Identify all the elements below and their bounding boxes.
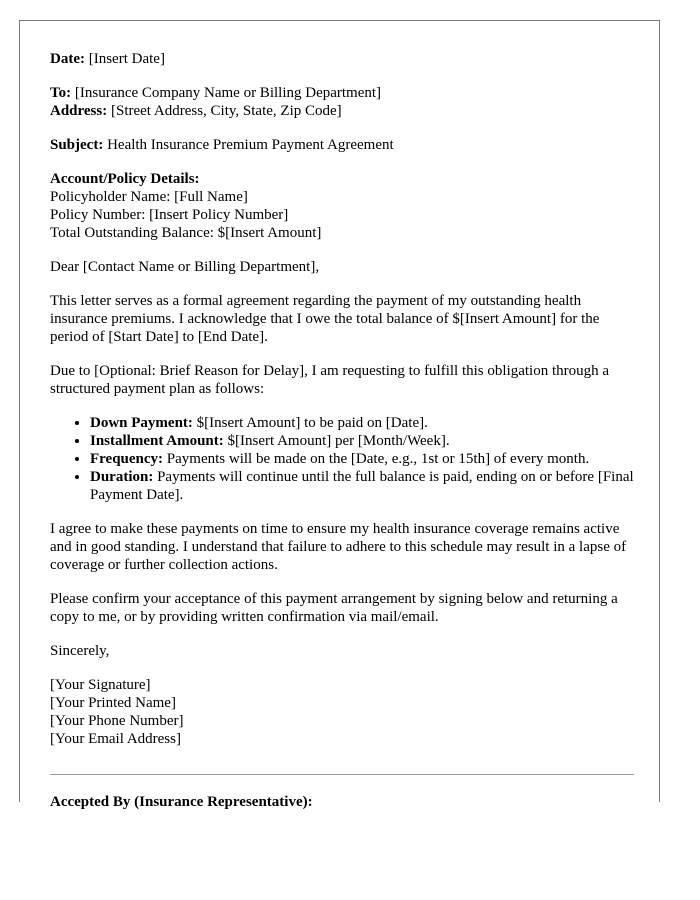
to-line: [50, 84, 634, 102]
address-line: [50, 102, 634, 120]
date-value: [Insert Date]: [88, 51, 165, 67]
letter-page: [19, 20, 660, 810]
printed-name: [Your Printed Name]: [50, 695, 176, 711]
paragraph-payment-plan: Due to [Optional: Brief Reason for Delay], I am requesting to fulfill this obligation through a structured payment plan as follows:: [50, 363, 610, 397]
accepted-by-heading: Accepted By (Insurance Representative):: [50, 794, 313, 810]
plan-item-label: Down Payment:: [90, 415, 193, 431]
email-address: [Your Email Address]: [50, 731, 181, 747]
divider: [50, 774, 634, 775]
salutation: Dear [Contact Name or Billing Department],: [50, 259, 320, 275]
list-item: [90, 468, 634, 504]
subject-value: Health Insurance Premium Payment Agreement: [107, 137, 394, 153]
list-item: [90, 414, 634, 432]
date-line: [50, 50, 634, 68]
letter-content: [50, 50, 634, 811]
plan-item-label: Duration:: [90, 469, 154, 485]
closing: Sincerely,: [50, 643, 110, 659]
date-label: Date:: [50, 51, 85, 67]
policy-number: Policy Number: [Insert Policy Number]: [50, 207, 289, 223]
plan-item-label: Installment Amount:: [90, 433, 224, 449]
list-item: [90, 432, 634, 450]
signature: [Your Signature]: [50, 677, 151, 693]
account-details: [50, 170, 634, 242]
outstanding-balance: Total Outstanding Balance: $[Insert Amount]: [50, 225, 322, 241]
account-heading: Account/Policy Details:: [50, 171, 200, 187]
signature-block: [50, 676, 634, 748]
plan-item-text: Payments will continue until the full balance is paid, ending on or before [Final Payment Date].: [90, 469, 634, 503]
plan-item-text: Payments will be made on the [Date, e.g., 1st or 15th] of every month.: [163, 451, 590, 467]
address-value: [Street Address, City, State, Zip Code]: [110, 103, 342, 119]
plan-item-label: Frequency:: [90, 451, 164, 467]
to-label: To:: [50, 85, 72, 101]
list-item: [90, 450, 634, 468]
paragraph-agreement: This letter serves as a formal agreement regarding the payment of my outstanding health insurance premiums. I acknowledge that I owe the total balance of $[Insert Amount] for the period of [Start Date] to [End Date].: [50, 293, 600, 345]
phone-number: [Your Phone Number]: [50, 713, 184, 729]
address-label: Address:: [50, 103, 108, 119]
recipient-block: [50, 84, 634, 120]
to-value: [Insurance Company Name or Billing Department]: [74, 85, 382, 101]
payment-plan-list: [50, 414, 634, 504]
policyholder-name: Policyholder Name: [Full Name]: [50, 189, 248, 205]
paragraph-confirmation: Please confirm your acceptance of this payment arrangement by signing below and returning a copy to me, or by providing written confirmation via mail/email.: [50, 591, 618, 625]
subject-label: Subject:: [50, 137, 104, 153]
subject-line: [50, 136, 634, 154]
plan-item-text: $[Insert Amount] per [Month/Week].: [223, 433, 450, 449]
plan-item-text: $[Insert Amount] to be paid on [Date].: [192, 415, 428, 431]
paragraph-commitment: I agree to make these payments on time to ensure my health insurance coverage remains active and in good standing. I understand that failure to adhere to this schedule may result in a lapse of coverage or further collection actions.: [50, 521, 627, 573]
